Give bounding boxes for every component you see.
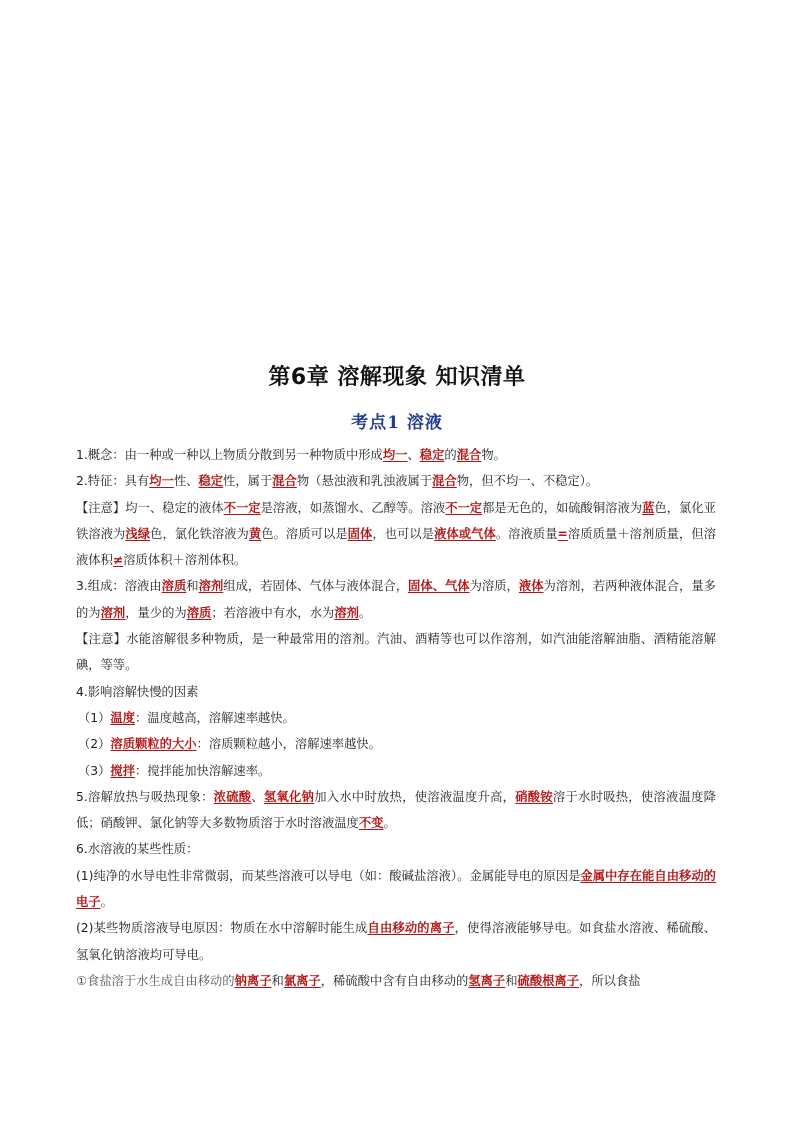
- keyword: 溶质: [186, 605, 212, 620]
- keyword: 固体: [347, 526, 373, 541]
- keyword: 液体或气体: [434, 526, 496, 541]
- keyword: 黄: [248, 526, 262, 541]
- paragraph-note-1: 【注意】均一、稳定的液体不一定是溶液，如蒸馏水、乙醇等。溶液不一定都是无色的，如硫酸铜溶液为蓝色，氯化亚铁溶液为浅绿色，氯化铁溶液为黄色。溶质可以是固体，也可以是液体或气体。溶液质量=溶质质量＋溶剂质量，但溶液体积≠溶质体积＋溶剂体积。: [76, 500, 716, 568]
- keyword: 氯离子: [283, 973, 321, 988]
- keyword: 稳定: [198, 474, 224, 489]
- section-title: 考点1 溶液: [351, 413, 443, 433]
- paragraph-concept: 1.概念：由一种或一种以上物质分散到另一种物质中形成均一、稳定的混合物。: [76, 448, 506, 462]
- keyword: 混合: [456, 448, 482, 462]
- paragraph-conductivity-1: (1)纯净的水导电性非常微弱，而某些溶液可以导电（如：酸碱盐溶液）。金属能导电的原因是金属中存在能自由移动的电子。: [76, 868, 716, 910]
- keyword: 液体: [518, 579, 544, 594]
- keyword: 硝酸铵: [515, 789, 553, 804]
- paragraph-conductivity-2: (2)某些物质溶液导电原因：物质在水中溶解时能生成自由移动的离子，使得溶液能够导电。如食盐水溶液、稀硫酸、氢氧化钠溶液均可导电。: [76, 921, 716, 962]
- keyword: 混合: [272, 474, 297, 489]
- keyword: 自由移动的离子: [367, 921, 455, 936]
- paragraph-ions: ①食盐溶于水生成自由移动的钠离子和氯离子，稀硫酸中含有自由移动的氢离子和硫酸根离子，所以食盐: [76, 973, 641, 988]
- keyword: 均一: [149, 474, 174, 489]
- keyword: 溶质颗粒的大小: [110, 737, 197, 752]
- keyword: 硫酸根离子: [517, 973, 580, 988]
- keyword: =: [557, 526, 568, 541]
- keyword: 温度: [110, 710, 136, 725]
- keyword: 混合: [432, 474, 457, 489]
- keyword: 不一定: [445, 500, 483, 515]
- keyword: 浅绿: [125, 526, 151, 541]
- keyword: 氢氧化钠: [263, 789, 315, 804]
- keyword: 不一定: [223, 500, 261, 515]
- keyword: 溶质: [161, 579, 187, 594]
- factor-temperature: （1）温度：温度越高，溶解速率越快。: [78, 710, 295, 725]
- document-body: [76, 442, 716, 994]
- keyword: 不变: [358, 816, 384, 831]
- paragraph-factors-heading: 4.影响溶解快慢的因素: [76, 684, 199, 699]
- factor-stirring: （3）搅拌：搅拌能加快溶解速率。: [78, 763, 271, 778]
- keyword: 固体、气体: [408, 579, 470, 594]
- keyword: 钠离子: [234, 973, 272, 988]
- page-title: 第6章 溶解现象 知识清单: [268, 365, 526, 390]
- paragraph-heat: 5.溶解放热与吸热现象：浓硫酸、氢氧化钠加入水中时放热，使溶液温度升高，硝酸铵溶于水时吸热，使溶液温度降低；硝酸钾、氯化钠等大多数物质溶于水时溶液温度不变。: [76, 789, 716, 831]
- keyword: 金属中存在能自由移动的电子: [76, 868, 716, 910]
- keyword: 氢离子: [468, 973, 506, 988]
- keyword: 均一: [382, 448, 408, 462]
- keyword: 稳定: [419, 448, 445, 462]
- keyword: ≠: [112, 553, 124, 568]
- factor-particle-size: （2）溶质颗粒的大小：溶质颗粒越小，溶解速率越快。: [78, 737, 381, 752]
- keyword: 溶剂: [198, 579, 224, 594]
- paragraph-composition: 3.组成：溶液由溶质和溶剂组成，若固体、气体与液体混合，固体、气体为溶质，液体为溶剂，若两种液体混合，量多的为溶剂，量少的为溶质；若溶液中有水，水为溶剂。: [76, 579, 716, 620]
- keyword: 搅拌: [110, 763, 136, 778]
- keyword: 浓硫酸: [213, 789, 252, 804]
- paragraph-note-2: 【注意】水能溶解很多种物质，是一种最常用的溶剂。汽油、酒精等也可以作溶剂，如汽油能溶解油脂、酒精能溶解碘，等等。: [76, 632, 716, 673]
- paragraph-features: 2.特征：具有均一性、稳定性，属于混合物（悬浊液和乳浊液属于混合物，但不均一、不稳定）。: [76, 474, 599, 489]
- paragraph-properties-heading: 6.水溶液的某些性质：: [76, 842, 199, 857]
- keyword: 蓝: [642, 500, 655, 515]
- keyword: 溶剂: [334, 605, 359, 620]
- keyword: 溶剂: [100, 605, 126, 620]
